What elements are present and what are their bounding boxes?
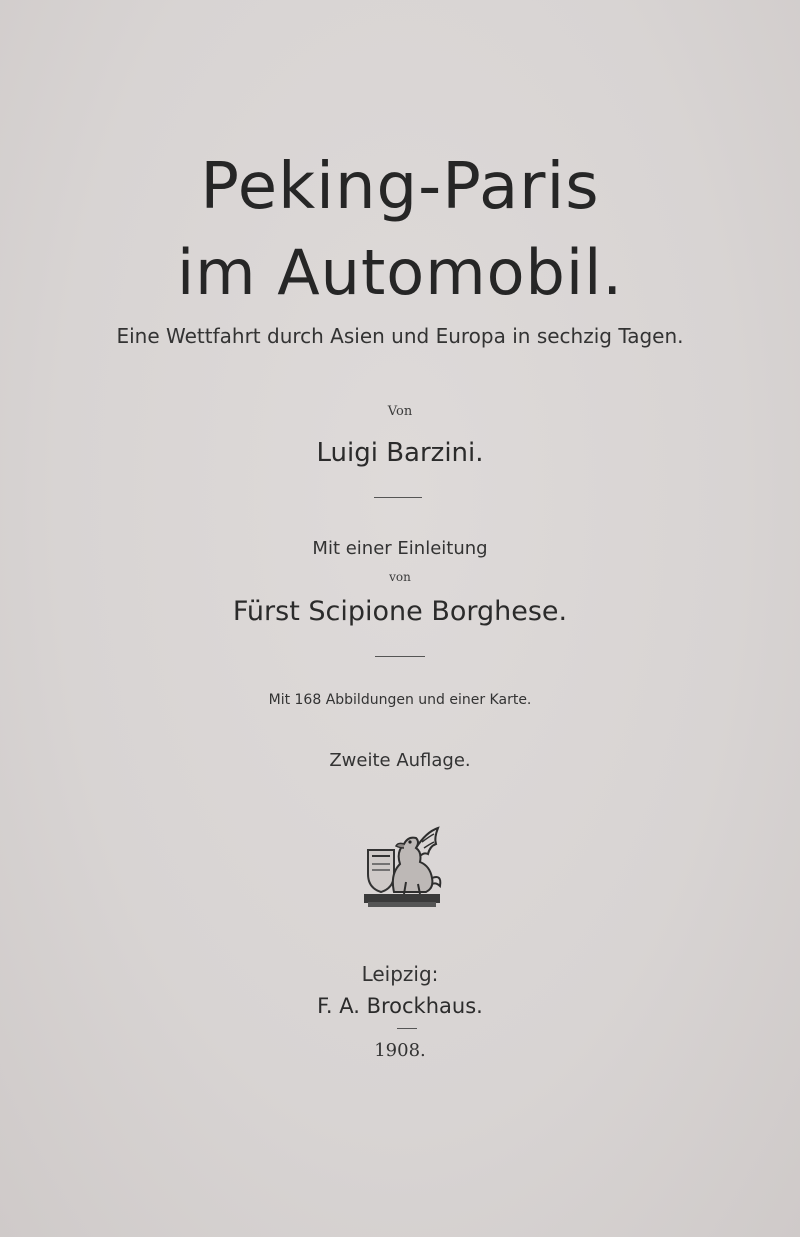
author-name: Luigi Barzini.: [316, 438, 484, 468]
introduction-by: von: [389, 570, 411, 584]
divider-3: [397, 1028, 417, 1029]
edition: Zweite Auflage.: [329, 750, 471, 771]
divider-1: [374, 497, 422, 498]
publisher: F. A. Brockhaus.: [317, 994, 483, 1018]
divider-2: [375, 656, 425, 657]
title-line-2: im Automobil.: [176, 236, 624, 309]
by-label: Von: [387, 404, 413, 419]
subtitle: Eine Wettfahrt durch Asien und Europa in sechzig Tagen.: [116, 324, 684, 348]
introduction-author: Fürst Scipione Borghese.: [232, 596, 568, 627]
introduction-label: Mit einer Einleitung: [312, 538, 488, 559]
illustrations-note: Mit 168 Abbildungen und einer Karte.: [268, 692, 532, 708]
year: 1908.: [374, 1040, 426, 1061]
griffin-publisher-mark-icon: [360, 822, 444, 910]
title-line-1: Peking-Paris: [200, 150, 600, 224]
place: Leipzig:: [361, 962, 439, 986]
